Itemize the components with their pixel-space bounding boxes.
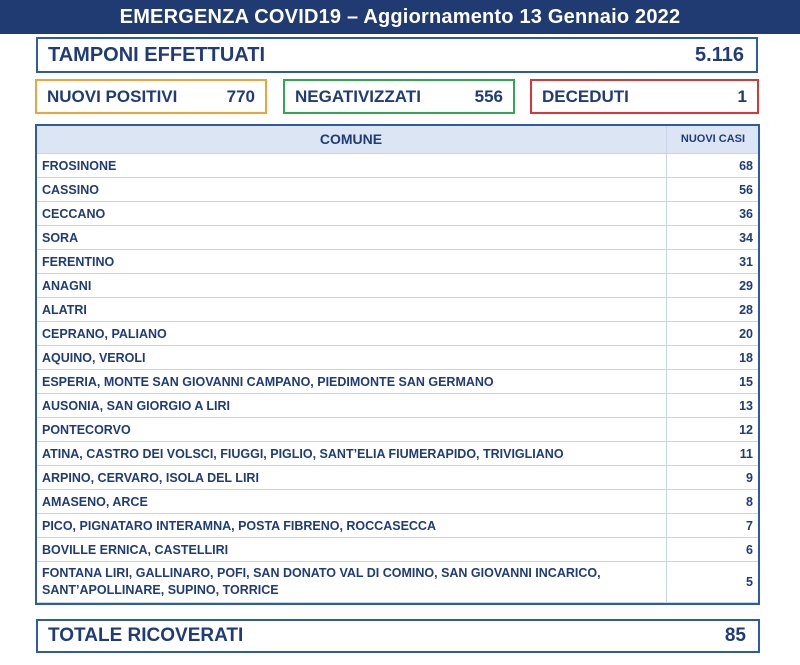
- totale-ricoverati-box: [36, 619, 760, 653]
- table-row: [36, 538, 760, 562]
- casi-cell: 5: [667, 562, 760, 603]
- casi-cell: 8: [667, 490, 760, 514]
- tamponi-box: [36, 37, 758, 73]
- comune-cell: ARPINO, CERVARO, ISOLA DEL LIRI: [36, 466, 667, 490]
- casi-cell: 28: [667, 298, 760, 322]
- table-row: [36, 226, 760, 250]
- nuovi-positivi-box: [35, 79, 267, 114]
- table-row: [36, 178, 760, 202]
- nuovi-positivi-value: 770: [226, 86, 255, 106]
- table-row: [36, 466, 760, 490]
- casi-cell: 68: [667, 154, 760, 178]
- table-row: [36, 202, 760, 226]
- comune-cell: SORA: [36, 226, 667, 250]
- table-row: [36, 442, 760, 466]
- comune-cell: PONTECORVO: [36, 418, 667, 442]
- totale-ricoverati-value: 85: [724, 625, 746, 646]
- comune-cell: AMASENO, ARCE: [36, 490, 667, 514]
- comune-cell: CEPRANO, PALIANO: [36, 322, 667, 346]
- casi-cell: 20: [667, 322, 760, 346]
- table-row: [36, 394, 760, 418]
- nuovi-positivi-label: NUOVI POSITIVI: [47, 86, 178, 106]
- comune-cell: CECCANO: [36, 202, 667, 226]
- casi-cell: 15: [667, 370, 760, 394]
- casi-cell: 9: [667, 466, 760, 490]
- casi-cell: 12: [667, 418, 760, 442]
- comune-cell: ATINA, CASTRO DEI VOLSCI, FIUGGI, PIGLIO, SANT’ELIA FIUMERAPIDO, TRIVIGLIANO: [36, 442, 667, 466]
- header-comune: COMUNE: [36, 125, 667, 154]
- casi-cell: 34: [667, 226, 760, 250]
- table-row: [36, 418, 760, 442]
- casi-cell: 18: [667, 346, 760, 370]
- comune-cell: FONTANA LIRI, GALLINARO, POFI, SAN DONATO VAL DI COMINO, SAN GIOVANNI INCARICO, SANT’APOLLINARE, SUPINO, TORRICE: [36, 562, 667, 603]
- comune-cell: ANAGNI: [36, 274, 667, 298]
- table-row: [36, 346, 760, 370]
- comune-cell: FROSINONE: [36, 154, 667, 178]
- comune-cell: FERENTINO: [36, 250, 667, 274]
- casi-cell: 13: [667, 394, 760, 418]
- casi-cell: 56: [667, 178, 760, 202]
- table-row: [36, 298, 760, 322]
- comune-cell: ALATRI: [36, 298, 667, 322]
- totale-ricoverati-label: TOTALE RICOVERATI: [48, 625, 244, 646]
- comune-cell: BOVILLE ERNICA, CASTELLIRI: [36, 538, 667, 562]
- table-row: [36, 514, 760, 538]
- comune-cell: CASSINO: [36, 178, 667, 202]
- deceduti-box: [530, 79, 759, 114]
- casi-cell: 36: [667, 202, 760, 226]
- deceduti-value: 1: [737, 86, 747, 106]
- negativizzati-value: 556: [474, 86, 503, 106]
- table-row: [36, 370, 760, 394]
- casi-cell: 7: [667, 514, 760, 538]
- table-header-row: [36, 125, 760, 154]
- comune-cell: AQUINO, VEROLI: [36, 346, 667, 370]
- comune-cell: PICO, PIGNATARO INTERAMNA, POSTA FIBRENO, ROCCASECCA: [36, 514, 667, 538]
- table-row: [36, 322, 760, 346]
- table-row: [36, 562, 760, 603]
- comuni-table: [35, 124, 760, 603]
- tamponi-label: TAMPONI EFFETTUATI: [48, 43, 266, 66]
- casi-cell: 11: [667, 442, 760, 466]
- comune-cell: AUSONIA, SAN GIORGIO A LIRI: [36, 394, 667, 418]
- negativizzati-label: NEGATIVIZZATI: [295, 86, 421, 106]
- table-row: [36, 250, 760, 274]
- header-nuovi-casi: NUOVI CASI: [667, 125, 760, 154]
- table-row: [36, 154, 760, 178]
- deceduti-label: DECEDUTI: [542, 86, 629, 106]
- negativizzati-box: [283, 79, 515, 114]
- comune-cell: ESPERIA, MONTE SAN GIOVANNI CAMPANO, PIEDIMONTE SAN GERMANO: [36, 370, 667, 394]
- table-row: [36, 490, 760, 514]
- casi-cell: 6: [667, 538, 760, 562]
- table-row: [36, 274, 760, 298]
- page-title: EMERGENZA COVID19 – Aggiornamento 13 Gennaio 2022: [0, 0, 800, 34]
- casi-cell: 29: [667, 274, 760, 298]
- tamponi-value: 5.116: [695, 43, 744, 66]
- casi-cell: 31: [667, 250, 760, 274]
